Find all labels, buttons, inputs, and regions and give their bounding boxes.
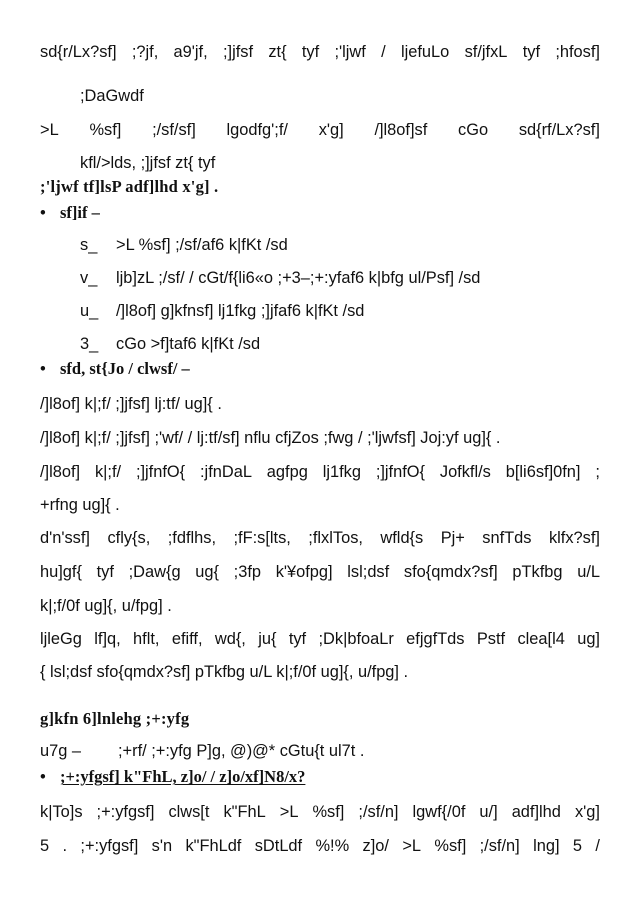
- word: ju{: [258, 630, 277, 648]
- duty-line-5: [40, 528, 600, 548]
- word: /: [595, 837, 600, 855]
- item-number: s_: [80, 236, 98, 254]
- word: ;hfosf]: [555, 43, 600, 61]
- word: sDtLdf: [254, 837, 303, 855]
- bullet-duties: [40, 359, 190, 379]
- word: lng]: [533, 837, 560, 855]
- duty-line-1: /]l8of] k|;f/ ;]jfsf] lj:tf/ ug]{ .: [40, 395, 222, 413]
- word: k|;f/: [94, 463, 122, 481]
- word: d'n'ssf]: [40, 529, 90, 547]
- word: efjgfTds: [406, 630, 465, 648]
- word: ug]: [577, 630, 600, 648]
- bullet-fund: [40, 203, 100, 223]
- bullet-capital-label: ;+:yfgsf] k"FhL, z]o/ / z]o/xf]N8/x?: [60, 767, 306, 786]
- word: >L: [279, 803, 299, 821]
- fund-item-4: [80, 334, 260, 354]
- word: ;]jfnfO{: [375, 463, 426, 481]
- word: lj1fkg: [322, 463, 361, 481]
- word: clea[l4: [517, 630, 565, 648]
- word: ;]jfsf: [222, 43, 254, 61]
- word: 5: [572, 837, 582, 855]
- capital-line-2: [40, 836, 600, 856]
- word: ;flxlTos,: [308, 529, 363, 547]
- word: x'g]: [574, 803, 600, 821]
- word: ;?jf,: [131, 43, 159, 61]
- duty-line-3: [40, 462, 600, 482]
- formation-line: [40, 741, 364, 761]
- word: %sf]: [434, 837, 467, 855]
- word: lgwf{/0f: [412, 803, 466, 821]
- word: ;/sf/n]: [358, 803, 399, 821]
- word: tyf: [301, 43, 320, 61]
- word: >L: [402, 837, 422, 855]
- section-heading-facilities: ;'ljwf tf]lsP adf]lhd x'g] .: [40, 177, 219, 196]
- word: sfo{qmdx?sf]: [403, 563, 498, 581]
- word: >L: [40, 121, 59, 139]
- word: ;3fp: [233, 563, 261, 581]
- duty-line-2: /]l8of] k|;f/ ;]jfsf] ;'wf/ / lj:tf/sf] nflu cfjZos ;fwg / ;'ljwfsf] Joj:yf ug]{ .: [40, 429, 501, 447]
- word: /]l8of]: [40, 463, 81, 481]
- word: ;+:yfgsf]: [96, 803, 155, 821]
- word: ;fdflhs,: [167, 529, 217, 547]
- bullet-icon: •: [40, 359, 46, 378]
- item-number: 3_: [80, 335, 99, 353]
- word: zt{: [268, 43, 287, 61]
- word: Pstf: [476, 630, 506, 648]
- word: .: [62, 837, 68, 855]
- word: pTkfbg: [512, 563, 563, 581]
- word: lf]q,: [94, 630, 121, 648]
- word: b[li6sf]0fn]: [505, 463, 581, 481]
- duty-line-4: +rfng ug]{ .: [40, 496, 120, 514]
- duty-line-6: [40, 562, 600, 582]
- duty-line-9: { lsl;dsf sfo{qmdx?sf] pTkfbg u/L k|;f/0f ug]{, u/fpg] .: [40, 663, 409, 681]
- item-number: u_: [80, 302, 99, 320]
- word: ;/sf/n]: [479, 837, 520, 855]
- item-text: /]l8of] g]kfnsf] lj1fkg ;]jfaf6 k|fKt /sd: [116, 302, 365, 320]
- word: s'n: [151, 837, 173, 855]
- word: /]l8of]sf: [374, 121, 428, 139]
- word: sf/jfxL: [464, 43, 508, 61]
- word: %sf]: [312, 803, 345, 821]
- line-3: [40, 120, 600, 140]
- word: :jfnDaL: [200, 463, 252, 481]
- bullet-fund-label: sf]if –: [60, 203, 100, 222]
- word: hu]gf{: [40, 563, 82, 581]
- word: Jofkfl/s: [439, 463, 491, 481]
- word: lgodfg';f/: [226, 121, 288, 139]
- word: cGo: [458, 121, 489, 139]
- item-text: cGo >f]taf6 k|fKt /sd: [116, 335, 261, 353]
- duty-line-8: [40, 629, 600, 649]
- formation-text: ;+rf/ ;+:yfg P]g, @)@* cGtu{t ul7t .: [118, 742, 365, 760]
- word: wfld{s: [380, 529, 424, 547]
- word: ;/sf/sf]: [152, 121, 196, 139]
- word: sd{rf/Lx?sf]: [518, 121, 600, 139]
- fund-item-1: [80, 235, 288, 255]
- word: ;fF:s[lts,: [233, 529, 291, 547]
- word: a9'jf,: [173, 43, 208, 61]
- word: ug{: [195, 563, 219, 581]
- word: ;+:yfgsf]: [80, 837, 139, 855]
- word: Pj+: [440, 529, 465, 547]
- word: klfx?sf]: [548, 529, 600, 547]
- word: tyf: [522, 43, 541, 61]
- word: snfTds: [482, 529, 532, 547]
- line-4: kfl/>lds, ;]jfsf zt{ tyf: [80, 154, 216, 172]
- formation-label: u7g –: [40, 742, 82, 760]
- fund-item-3: [80, 301, 364, 321]
- line-1: [40, 42, 600, 62]
- duty-line-7: k|;f/0f ug]{, u/fpg] .: [40, 597, 172, 615]
- word: %sf]: [89, 121, 122, 139]
- bullet-duties-label: sfd, st{Jo / clwsf/ –: [60, 359, 190, 378]
- word: ;: [595, 463, 600, 481]
- word: tyf: [96, 563, 114, 581]
- item-text: ljb]zL ;/sf/ / cGt/f{li6«o ;+3–;+:yfaf6 k|bfg ul/Psf] /sd: [116, 269, 481, 287]
- word: u/]: [479, 803, 498, 821]
- word: cfly{s,: [107, 529, 151, 547]
- word: k|To]s: [40, 803, 83, 821]
- word: wd{,: [214, 630, 246, 648]
- word: efiff,: [171, 630, 203, 648]
- bullet-icon: •: [40, 767, 46, 786]
- word: agfpg: [266, 463, 308, 481]
- word: k'¥ofpg]: [275, 563, 333, 581]
- word: u/L: [577, 563, 600, 581]
- word: ;Dk|bfoaLr: [318, 630, 394, 648]
- word: k"FhL: [223, 803, 266, 821]
- bullet-capital: [40, 767, 305, 787]
- bullet-icon: •: [40, 203, 46, 222]
- word: clws[t: [168, 803, 210, 821]
- word: /: [381, 43, 386, 61]
- word: ;Daw{g: [128, 563, 181, 581]
- word: 5: [40, 837, 50, 855]
- word: x'g]: [318, 121, 344, 139]
- word: hflt,: [133, 630, 160, 648]
- word: tyf: [288, 630, 307, 648]
- capital-line-1: [40, 802, 600, 822]
- word: ljleGg: [40, 630, 82, 648]
- fund-item-2: [80, 268, 480, 288]
- section-heading-tv: g]kfn 6]lnlehg ;+:yfg: [40, 709, 190, 728]
- word: z]o/: [362, 837, 389, 855]
- word: sd{r/Lx?sf]: [40, 43, 117, 61]
- item-number: v_: [80, 269, 98, 287]
- line-2: ;DaGwdf: [80, 87, 144, 105]
- word: ;'ljwf: [334, 43, 366, 61]
- word: lsl;dsf: [347, 563, 390, 581]
- word: k"FhLdf: [185, 837, 242, 855]
- word: adf]lhd: [511, 803, 561, 821]
- word: %!%: [315, 837, 350, 855]
- word: ljefuLo: [400, 43, 450, 61]
- item-text: >L %sf] ;/sf/af6 k|fKt /sd: [116, 236, 288, 254]
- word: ;]jfnfO{: [135, 463, 186, 481]
